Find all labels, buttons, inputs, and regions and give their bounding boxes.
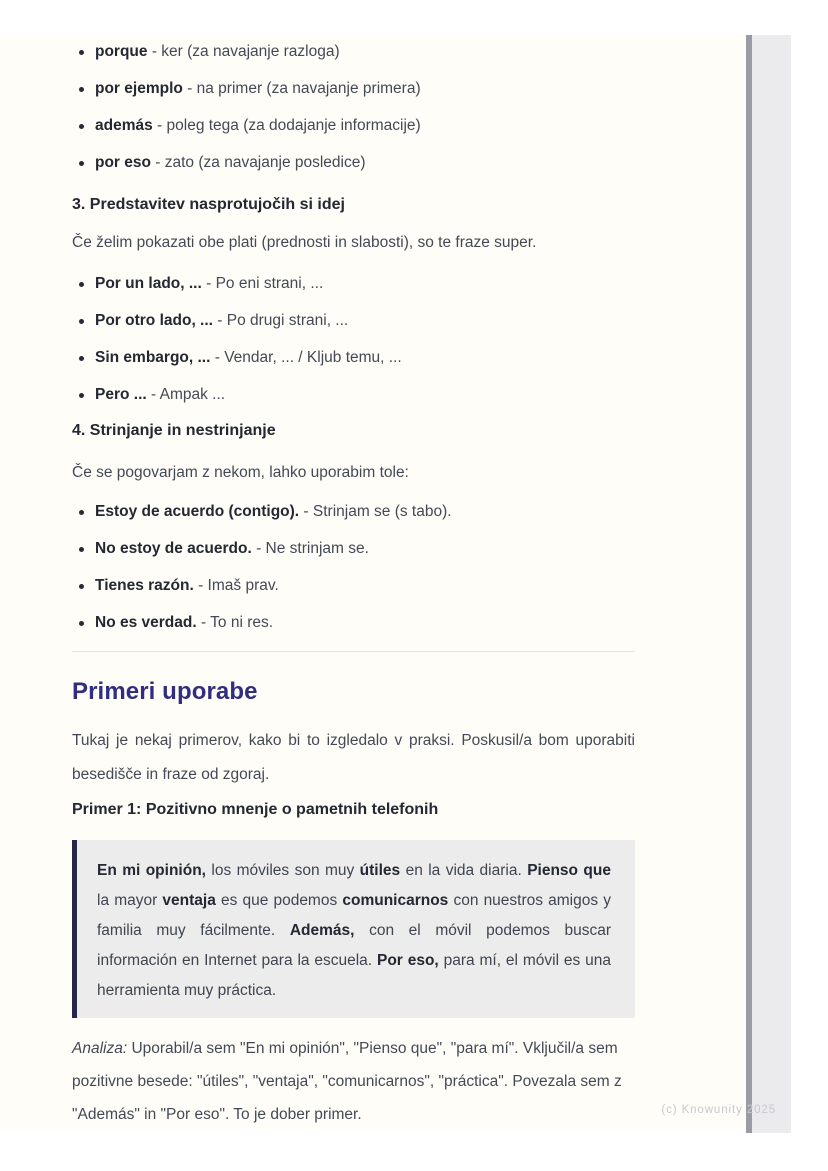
definition: - zato (za navajanje posledice) <box>150 154 366 171</box>
section-divider <box>72 651 635 652</box>
term: Tienes razón. <box>95 577 194 594</box>
list-item <box>72 539 635 559</box>
analysis-paragraph <box>72 1032 635 1131</box>
list-item <box>72 613 635 633</box>
list-item <box>72 311 635 331</box>
term: por eso <box>95 154 151 171</box>
definition: - Vendar, ... / Kljub temu, ... <box>210 349 402 366</box>
term: Estoy de acuerdo (contigo). <box>95 503 300 520</box>
term: Por un lado, ... <box>95 275 202 292</box>
list-item <box>72 576 635 596</box>
quote-bold-segment: ventaja <box>162 892 216 909</box>
page-title: Primeri uporabe <box>72 678 258 705</box>
viewer-gutter <box>752 35 791 1133</box>
quote-segment: con nuestros amigos y familia muy fácilmente. <box>97 892 611 939</box>
list-item <box>72 502 635 522</box>
term: No estoy de acuerdo. <box>95 540 252 557</box>
definition: - Ampak ... <box>146 386 226 403</box>
term: Pero ... <box>95 386 147 403</box>
quote-bold-segment: En mi opinión, <box>97 862 206 879</box>
agreement-list <box>72 502 635 633</box>
section-intro-contrast: Če želim pokazati obe plati (prednosti in slabosti), so te fraze super. <box>72 234 537 251</box>
bullet-icon <box>79 356 84 361</box>
watermark: (c) Knowunity 2025 <box>661 1104 776 1116</box>
list-item <box>72 153 635 173</box>
bullet-icon <box>79 584 84 589</box>
analysis-label: Analiza: <box>72 1040 128 1057</box>
definition: - ker (za navajanje razloga) <box>147 43 340 60</box>
definition: - Po eni strani, ... <box>201 275 324 292</box>
definition: - na primer (za navajanje primera) <box>182 80 421 97</box>
quote-segment: la mayor <box>97 892 163 909</box>
bullet-icon <box>79 393 84 398</box>
list-item <box>72 79 635 99</box>
bullet-icon <box>79 547 84 552</box>
bullet-icon <box>79 161 84 166</box>
bullet-icon <box>79 50 84 55</box>
examples-intro: Tukaj je nekaj primerov, kako bi to izgledalo v praksi. Poskusil/a bom uporabiti besedišče in fraze od zgoraj. <box>72 732 635 783</box>
term: por ejemplo <box>95 80 183 97</box>
bullet-icon <box>79 510 84 515</box>
quote-segment: es que podemos <box>215 892 343 909</box>
example-quote-block <box>72 840 635 1018</box>
section-heading-contrast: 3. Predstavitev nasprotujočih si idej <box>72 196 345 213</box>
quote-segment: para mí, el móvil es una herramienta muy práctica. <box>97 952 611 999</box>
definition: - Ne strinjam se. <box>251 540 369 557</box>
document-content <box>72 35 635 1131</box>
analysis-text: Uporabil/a sem "En mi opinión", "Pienso que", "para mí". Vključil/a sem pozitivne besede: "útiles", "ventaja", "comunicarnos", "práctica". Povezala sem z "Además" in "Por eso". To je dober primer. <box>72 1040 622 1123</box>
list-item <box>72 385 635 405</box>
quote-segment: en la vida diaria. <box>400 862 528 879</box>
term: además <box>95 117 153 134</box>
quote-segment: con el móvil podemos buscar información en Internet para la escuela. <box>97 922 611 969</box>
quote-segment: los móviles son muy <box>205 862 360 879</box>
definition: - Strinjam se (s tabo). <box>299 503 452 520</box>
quote-bold-segment: Por eso, <box>377 952 439 969</box>
term: Por otro lado, ... <box>95 312 213 329</box>
example-1-heading: Primer 1: Pozitivno mnenje o pametnih telefonih <box>72 801 439 818</box>
definition: - To ni res. <box>196 614 274 631</box>
section-intro-agreement: Če se pogovarjam z nekom, lahko uporabim tole: <box>72 464 409 481</box>
bullet-icon <box>79 87 84 92</box>
section-heading-agreement: 4. Strinjanje in nestrinjanje <box>72 422 276 439</box>
bullet-icon <box>79 621 84 626</box>
connector-list <box>72 42 635 173</box>
list-item <box>72 116 635 136</box>
quote-bold-segment: Además, <box>289 922 355 939</box>
term: No es verdad. <box>95 614 197 631</box>
list-item <box>72 274 635 294</box>
list-item <box>72 348 635 368</box>
definition: - Imaš prav. <box>193 577 279 594</box>
quote-bold-segment: comunicarnos <box>342 892 449 909</box>
bullet-icon <box>79 319 84 324</box>
bullet-icon <box>79 282 84 287</box>
definition: - poleg tega (za dodajanje informacije) <box>152 117 421 134</box>
definition: - Po drugi strani, ... <box>212 312 349 329</box>
bullet-icon <box>79 124 84 129</box>
term: Sin embargo, ... <box>95 349 211 366</box>
document-page <box>0 35 748 1130</box>
quote-bold-segment: Pienso que <box>527 862 611 879</box>
term: porque <box>95 43 148 60</box>
quote-bold-segment: útiles <box>359 862 401 879</box>
list-item <box>72 42 635 62</box>
contrast-list <box>72 274 635 405</box>
